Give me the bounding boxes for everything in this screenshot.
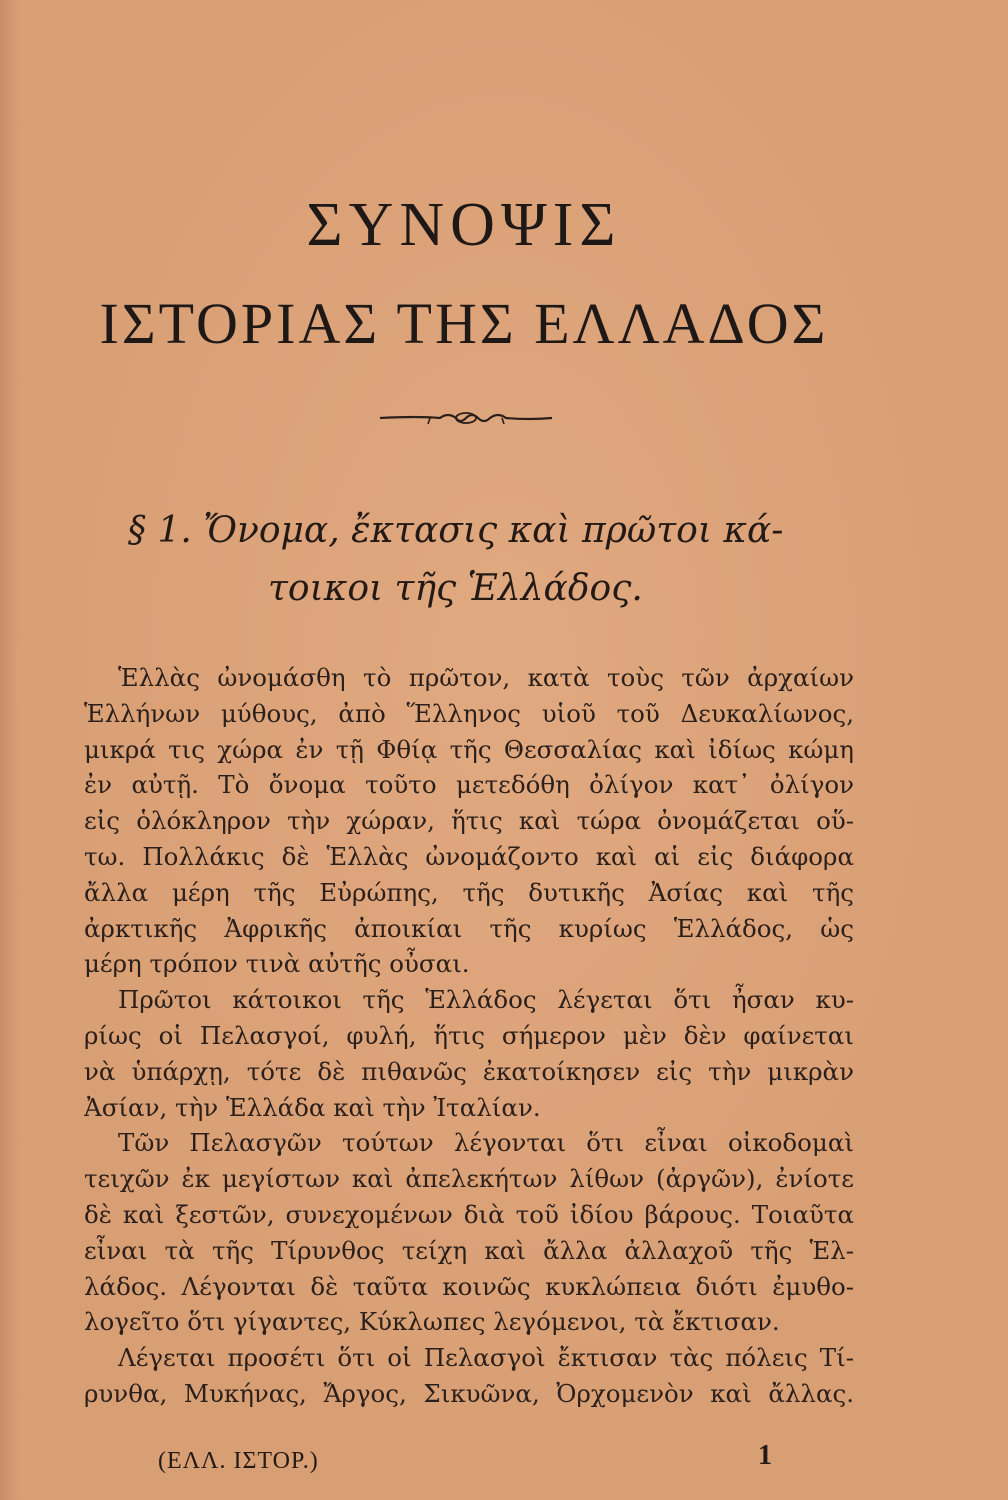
body-line: Λέγεται προσέτι ὅτι οἱ Πελασγοὶ ἔκτισαν τὰς πόλεις Τί- <box>118 1343 854 1373</box>
body-line: τω. Πολλάκις δὲ Ἑλλὰς ὠνομάζοντο καὶ αἱ εἰς διάφορα <box>84 841 854 871</box>
main-title: ΣΥΝΟΨΙΣ <box>306 191 622 259</box>
body-line: λογεῖτο ὅτι γίγαντες, Κύκλωπες λεγόμενοι, τὰ ἔκτισαν. <box>84 1307 780 1337</box>
body-line: Πρῶτοι κάτοικοι τῆς Ἑλλάδος λέγεται ὅτι ἦσαν κυ- <box>118 985 854 1015</box>
body-line: μέρη τρόπον τινὰ αὐτῆς οὖσαι. <box>84 949 470 979</box>
signature-mark: (ΕΛΛ. ΙΣΤΟΡ.) <box>158 1448 319 1474</box>
body-line: ἐν αὐτῇ. Τὸ ὄνομα τοῦτο μετεδόθη ὀλίγον κατ᾽ ὀλίγον <box>84 770 854 800</box>
section-heading-line-1: § 1. Ὄνομα, ἔκτασις καὶ πρῶτοι κά- <box>128 510 784 551</box>
body-line: Ἑλλὰς ὠνομάσθη τὸ πρῶτον, κατὰ τοὺς τῶν ἀρχαίων <box>118 663 854 692</box>
body-line: λάδος. Λέγονται δὲ ταῦτα κοινῶς κυκλώπεια διότι ἐμυθο- <box>84 1271 854 1301</box>
decorative-ornament <box>378 398 554 438</box>
body-line: ρυνθα, Μυκήνας, Ἄργος, Σικυῶνα, Ὀρχομενὸν καὶ ἄλλας. <box>84 1378 854 1408</box>
body-line: ἄλλα μέρη τῆς Εὐρώπης, τῆς δυτικῆς Ἀσίας καὶ τῆς <box>84 877 854 907</box>
body-paragraphs <box>84 660 854 1412</box>
body-line: δὲ καὶ ξεστῶν, συνεχομένων διὰ τοῦ ἰδίου βάρους. Τοιαῦτα <box>84 1199 854 1229</box>
body-line: ρίως οἱ Πελασγοί, φυλή, ἥτις σήμερον μὲν δὲν φαίνεται <box>84 1020 854 1050</box>
body-line: Ἑλλήνων μύθους, ἀπὸ Ἕλληνος υἱοῦ τοῦ Δευκαλίωνος, <box>84 698 854 728</box>
body-line: Ἀσίαν, τὴν Ἑλλάδα καὶ τὴν Ἰταλίαν. <box>84 1092 541 1122</box>
body-line: τειχῶν ἐκ μεγίστων καὶ ἀπελεκήτων λίθων (ἀργῶν), ἐνίοτε <box>84 1164 854 1194</box>
body-line: ἀρκτικῆς Ἀφρικῆς ἀποικίαι τῆς κυρίως Ἑλλάδος, ὡς <box>84 913 854 943</box>
body-line: νὰ ὑπάρχῃ, τότε δὲ πιθανῶς ἐκατοίκησεν εἰς τὴν μικρὰν <box>84 1056 854 1086</box>
body-line: εἰς ὁλόκληρον τὴν χώραν, ἥτις καὶ τώρα ὀνομάζεται οὕ- <box>84 806 854 836</box>
section-heading-line-2: τοικοι τῆς Ἑλλάδος. <box>268 568 643 609</box>
page-number: 1 <box>758 1440 772 1471</box>
body-line: μικρά τις χώρα ἐν τῇ Φθίᾳ τῆς Θεσσαλίας καὶ ἰδίως κώμη <box>84 734 854 764</box>
body-line: Τῶν Πελασγῶν τούτων λέγονται ὅτι εἶναι οἰκοδομαὶ <box>118 1128 854 1158</box>
section-heading <box>128 502 828 618</box>
subtitle: ΙΣΤΟΡΙΑΣ ΤΗΣ ΕΛΛΑΔΟΣ <box>99 291 829 356</box>
body-line: εἶναι τὰ τῆς Τίρυνθος τείχη καὶ ἄλλα ἀλλαχοῦ τῆς Ἑλ- <box>84 1235 854 1265</box>
